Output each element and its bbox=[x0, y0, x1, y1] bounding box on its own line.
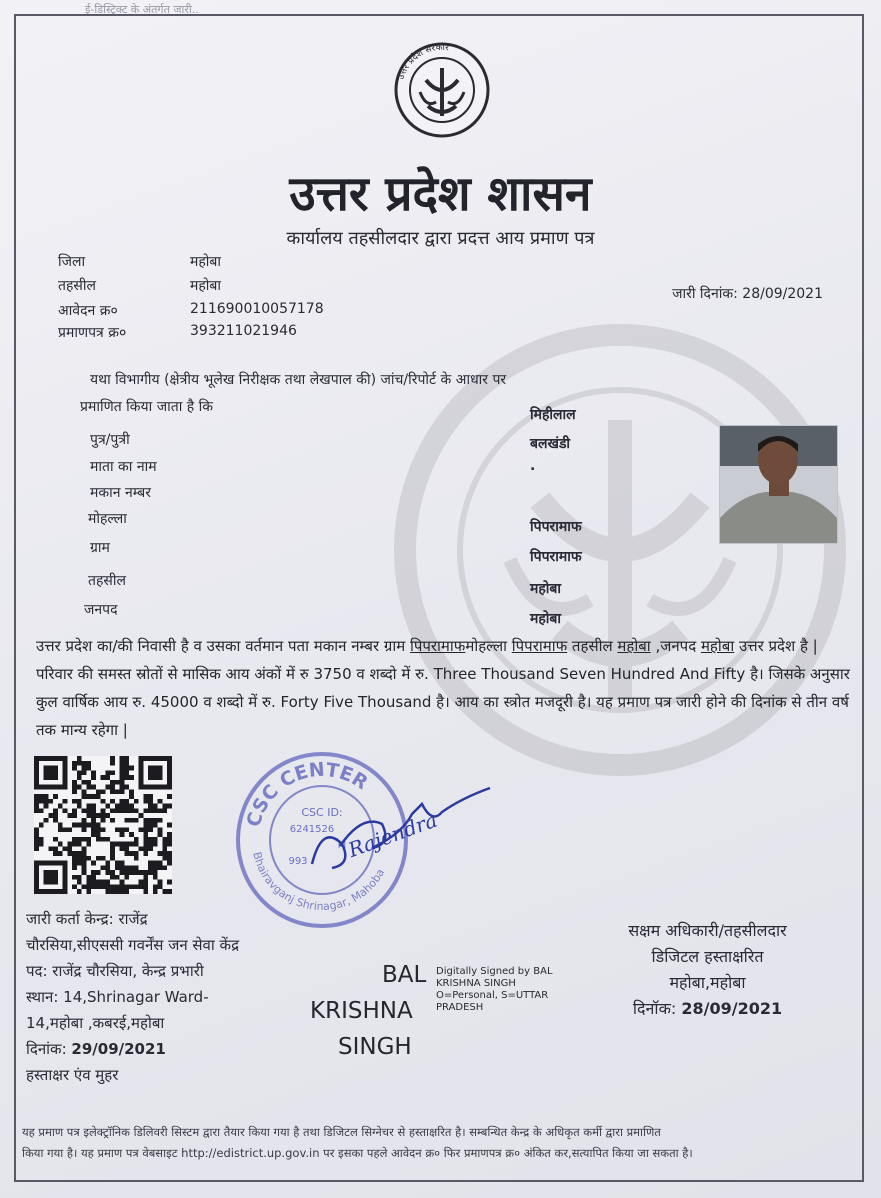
district-value: महोबा bbox=[190, 254, 222, 270]
footer-line-1: यह प्रमाण पत्र इलेक्ट्रॉनिक डिलिवरी सिस्टम द्वारा तैयार किया गया है तथा डिजिटल सिग्नेचर से हस्ताक्षरित है। सम्बन्धित केन्द्र के अधिकृत कर्मी द्वारा प्रमाणित bbox=[22, 1125, 661, 1139]
body-text-3: तहसील bbox=[567, 637, 618, 655]
application-no-value: 211690010057178 bbox=[190, 301, 324, 317]
handwritten-signature bbox=[302, 784, 492, 874]
issuer-line-7: हस्ताक्षर एंव मुहर bbox=[26, 1066, 119, 1084]
body-district: महोबा bbox=[700, 637, 735, 655]
svg-text:6241526: 6241526 bbox=[289, 824, 335, 835]
svg-text:उत्तर प्रदेश सरकार: उत्तर प्रदेश सरकार bbox=[396, 42, 450, 81]
digital-sign-name-2: KRISHNA bbox=[310, 998, 413, 1024]
intro-line-1: यथा विभागीय (क्षेत्रीय भूलेख निरीक्षक तथा लेखपाल की) जांच/रिपोर्ट के आधार पर bbox=[90, 372, 507, 388]
issuer-line-5: 14,महोबा ,कबरई,महोबा bbox=[26, 1014, 165, 1032]
issuer-date-value: 29/09/2021 bbox=[71, 1040, 166, 1058]
body-text-1: उत्तर प्रदेश का/की निवासी है व उसका वर्तमान पता मकान नम्बर ग्राम bbox=[36, 637, 410, 655]
mother-name-value: . bbox=[530, 458, 536, 474]
qr-code-icon bbox=[34, 752, 172, 898]
digital-sign-detail-4: PRADESH bbox=[436, 1002, 484, 1013]
certificate-no-value: 393211021946 bbox=[190, 323, 297, 339]
certificate-no-label: प्रमाणपत्र क्र० bbox=[58, 325, 127, 341]
svg-text:Bhairavganj Shrinagar, Mahoba: Bhairavganj Shrinagar, Mahoba bbox=[250, 850, 388, 914]
fields-tehsil-label: तहसील bbox=[88, 573, 126, 589]
authority-line-2: डिजिटल हस्ताक्षरित bbox=[651, 947, 764, 966]
mohalla-label: मोहल्ला bbox=[88, 511, 127, 527]
certificate-subtitle: कार्यालय तहसीलदार द्वारा प्रदत्त आय प्रमाण पत्र bbox=[286, 228, 595, 249]
issuer-line-3: पद: राजेंद्र चौरसिया, केन्द्र प्रभारी bbox=[26, 962, 204, 980]
authority-line-3: महोबा,महोबा bbox=[669, 973, 746, 992]
svg-text:M: M bbox=[337, 840, 347, 851]
application-no-label: आवेदन क्र० bbox=[58, 303, 118, 319]
issuer-date bbox=[26, 1036, 306, 1062]
mother-name-label: माता का नाम bbox=[90, 459, 157, 475]
issuer-line-1: जारी कर्ता केन्द्र: राजेंद्र bbox=[26, 910, 148, 928]
footer-note bbox=[22, 1122, 868, 1164]
authority-date bbox=[600, 996, 815, 1022]
authority-details bbox=[600, 918, 815, 1022]
fields-tehsil-value: महोबा bbox=[530, 581, 562, 597]
district-label: जिला bbox=[58, 254, 86, 270]
body-tehsil: महोबा bbox=[617, 637, 651, 655]
digital-sign-detail-2: KRISHNA SINGH bbox=[436, 978, 516, 989]
digital-sign-detail-1: Digitally Signed by BAL bbox=[436, 966, 553, 977]
certificate-body-paragraph bbox=[36, 632, 852, 744]
tehsil-label: तहसील bbox=[58, 278, 96, 294]
svg-text:CSC CENTER: CSC CENTER bbox=[242, 758, 372, 830]
digital-sign-details bbox=[436, 966, 566, 1014]
parent-label: पुत्र/पुत्री bbox=[90, 432, 130, 448]
applicant-photo bbox=[719, 425, 838, 544]
page-title: उत्तर प्रदेश शासन bbox=[289, 166, 592, 222]
district-field-value: महोबा bbox=[530, 611, 562, 627]
body-mohalla: पिपरामाफ bbox=[511, 637, 568, 655]
village-value: पिपरामाफ bbox=[530, 549, 582, 565]
person-photo-icon bbox=[720, 426, 837, 543]
body-village: पिपरामाफ bbox=[409, 637, 466, 655]
top-note: ई-डिस्ट्रिक्ट के अंतर्गत जारी.. bbox=[85, 3, 199, 16]
issuer-date-label: दिनांक: bbox=[26, 1040, 72, 1058]
svg-text:993: 993 bbox=[288, 856, 308, 867]
up-government-emblem-icon bbox=[384, 34, 500, 140]
authority-line-1: सक्षम अधिकारी/तहसीलदार bbox=[628, 921, 787, 940]
digital-sign-name-1: BAL bbox=[382, 962, 427, 988]
intro-line-2: प्रमाणित किया जाता है कि bbox=[80, 399, 214, 415]
authority-date-value: 28/09/2021 bbox=[681, 999, 783, 1018]
issuer-line-2: चौरसिया,सीएससी गवर्नेंस जन सेवा केंद्र bbox=[26, 936, 240, 954]
issuer-line-4: स्थान: 14,Shrinagar Ward- bbox=[26, 988, 209, 1006]
body-text-4: ,जनपद bbox=[650, 637, 701, 655]
parent-value: बलखंडी bbox=[530, 436, 571, 452]
issue-date: जारी दिनांक: 28/09/2021 bbox=[672, 286, 823, 302]
issuer-details bbox=[26, 906, 306, 1088]
digital-sign-detail-3: O=Personal, S=UTTAR bbox=[436, 990, 549, 1001]
digital-sign-name-3: SINGH bbox=[338, 1034, 412, 1060]
village-label: ग्राम bbox=[90, 540, 110, 556]
district-field-label: जनपद bbox=[84, 602, 118, 618]
body-text-5: उत्तर प्रदेश है | परिवार की समस्त स्रोतों से मासिक आय अंकों में रु 3750 व शब्दो में रु. Three Thousand Seven Hundred And Fifty है। जिसके अनुसार कुल वार्षिक आय रु. 45000 व शब्दो में रु. Forty Five Thousand है। आय का स्त्रोत मजदूरी है। यह प्रमाण पत्र जारी होने की दिनांक से तीन वर्ष तक मान्य रहेगा | bbox=[36, 637, 850, 739]
house-number-label: मकान नम्बर bbox=[90, 485, 152, 501]
svg-text:CSC ID:: CSC ID: bbox=[301, 806, 343, 819]
mohalla-value: पिपरामाफ bbox=[530, 519, 582, 535]
footer-line-2: किया गया है। यह प्रमाण पत्र वेबसाइट http://edistrict.up.gov.in पर इसका पहले आवेदन क्र० फिर प्रमाणपत्र क्र० अंकित कर,सत्यापित किया जा सकता है। bbox=[22, 1146, 693, 1160]
body-text-2: मोहल्ला bbox=[465, 637, 512, 655]
tehsil-value: महोबा bbox=[190, 278, 222, 294]
authority-date-label: दिनॉक: bbox=[632, 999, 682, 1018]
svg-text:Rajendra: Rajendra bbox=[345, 807, 441, 862]
name-value: मिहीलाल bbox=[530, 407, 576, 423]
